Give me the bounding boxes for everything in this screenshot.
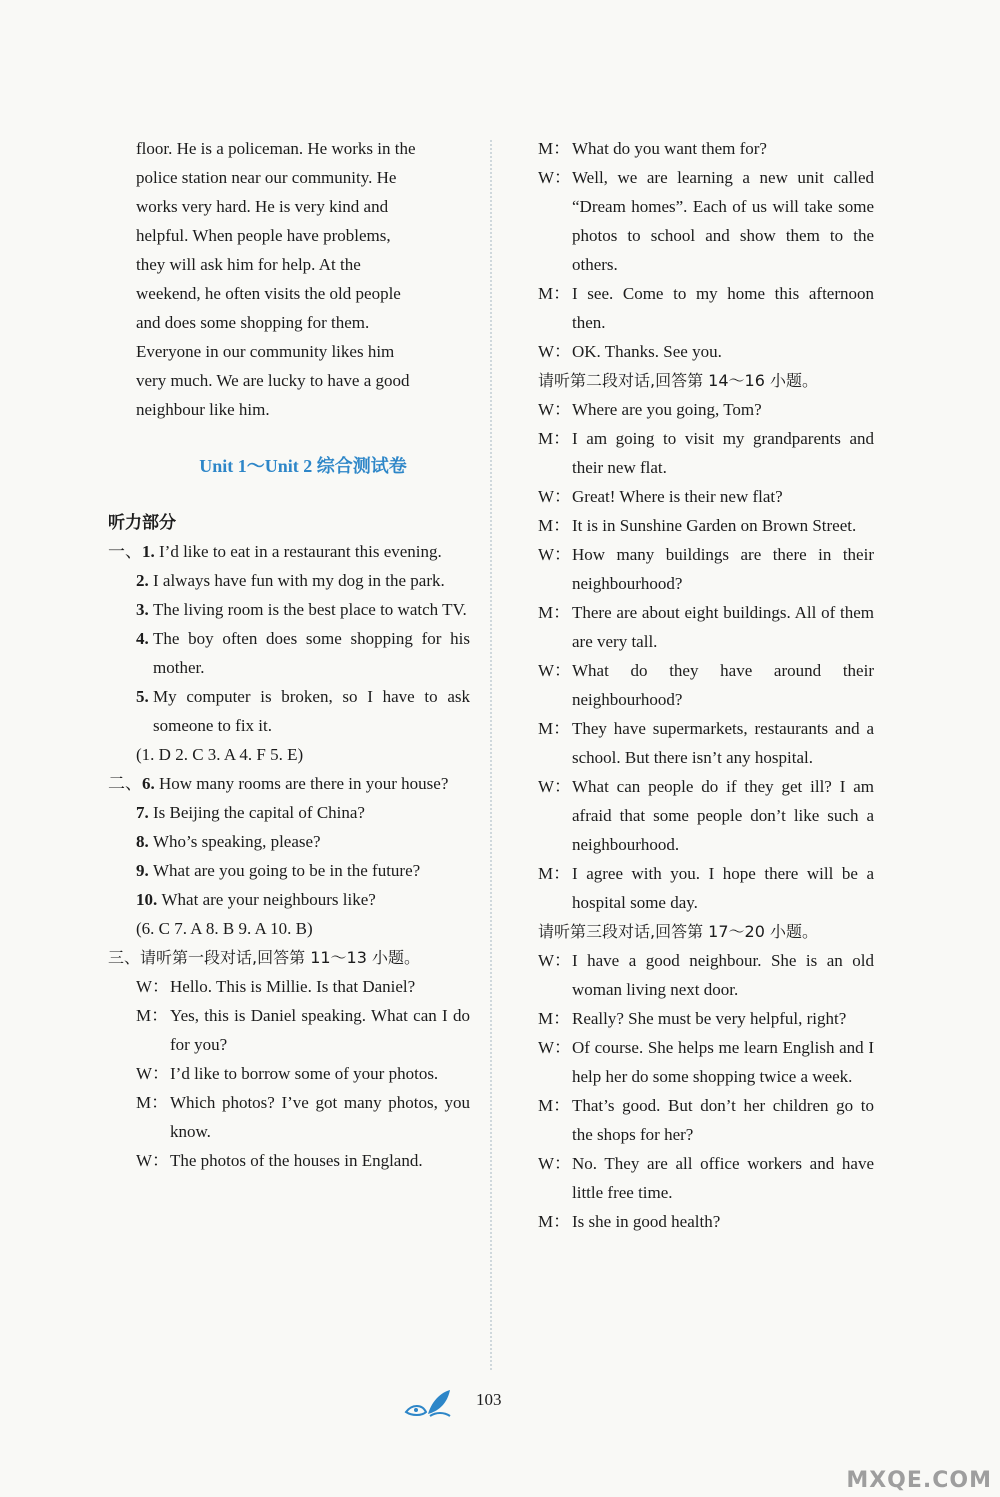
dialogue-text: Of course. She helps me learn English and I help her do some shopping twice a week. [572, 1038, 874, 1086]
dialogue-text: I agree with you. I hope there will be a hospital some day. [572, 864, 874, 912]
speaker-label: W： [538, 777, 572, 796]
dialogue-text: Where are you going, Tom? [572, 400, 762, 419]
right-column [538, 134, 874, 1236]
dialogue-line [538, 859, 874, 917]
speaker-label: M： [136, 1006, 169, 1025]
question-number: 5. [136, 687, 149, 706]
intro-line: helpful. When people have problems, [136, 226, 391, 245]
left-column [108, 134, 470, 1175]
speaker-label: M： [538, 1212, 571, 1231]
dialogue-line [136, 1146, 470, 1175]
question-number: 2. [136, 571, 149, 590]
dialogue-text: What do they have around their neighbourhood? [572, 661, 874, 709]
question-text: What are your neighbours like? [161, 890, 376, 909]
question-text: Is Beijing the capital of China? [153, 803, 365, 822]
dialogue-line [538, 946, 874, 1004]
intro-paragraph [108, 134, 470, 424]
speaker-label: W： [538, 400, 572, 419]
speaker-label: W： [538, 661, 572, 680]
speaker-label: W： [538, 1038, 572, 1057]
part3-intro: 三、请听第一段对话,回答第 11～13 小题。 [108, 948, 420, 967]
butterfly-logo-icon [402, 1386, 454, 1420]
dialogue-line [538, 163, 874, 279]
speaker-label: W： [538, 951, 572, 970]
column-divider [490, 140, 492, 1370]
intro-line: very much. We are lucky to have a good [136, 371, 410, 390]
question-item [108, 566, 470, 595]
answer-key: (6. C 7. A 8. B 9. A 10. B) [136, 919, 313, 938]
dialogue-line [538, 1207, 874, 1236]
dialogue-line [538, 511, 874, 540]
dialogue-text: Which photos? I’ve got many photos, you know. [170, 1093, 470, 1141]
dialogue-line [538, 656, 874, 714]
dialogue-text: Great! Where is their new flat? [572, 487, 783, 506]
dialogue-text: There are about eight buildings. All of them are very tall. [572, 603, 874, 651]
dialogue-text: Is she in good health? [572, 1212, 721, 1231]
dialogue-line [136, 1088, 470, 1146]
speaker-label: M： [538, 429, 571, 448]
speaker-label: W： [538, 342, 572, 361]
dialogue-line [538, 395, 874, 424]
question-number: 10. [136, 890, 158, 909]
dialogue-line [538, 279, 874, 337]
speaker-label: M： [538, 284, 571, 303]
question-text: I’d like to eat in a restaurant this evening. [159, 542, 442, 561]
speaker-label: M： [538, 719, 571, 738]
dialogue-text: OK. Thanks. See you. [572, 342, 722, 361]
question-text: How many rooms are there in your house? [159, 774, 449, 793]
dialogue3-intro: 请听第三段对话,回答第 17～20 小题。 [538, 922, 818, 941]
section-heading: 听力部分 [108, 513, 176, 532]
dialogue-text: I have a good neighbour. She is an old woman living next door. [572, 951, 874, 999]
intro-line: floor. He is a policeman. He works in the [136, 139, 416, 158]
intro-line: police station near our community. He [136, 168, 397, 187]
question-item [108, 798, 470, 827]
dialogue-line [136, 972, 470, 1001]
dialogue-text: Well, we are learning a new unit called “Dream homes”. Each of us will take some photos to school and show them to the others. [572, 168, 874, 274]
dialogue-text: No. They are all office workers and have little free time. [572, 1154, 874, 1202]
question-item [108, 769, 470, 798]
intro-line: and does some shopping for them. [136, 313, 370, 332]
part-label: 二、6. [108, 774, 155, 793]
speaker-label: M： [538, 139, 571, 158]
dialogue-line [538, 714, 874, 772]
dialogue-text: That’s good. But don’t her children go to the shops for her? [572, 1096, 874, 1144]
dialogue-text: What can people do if they get ill? I am afraid that some people don’t like such a neighbourhood. [572, 777, 874, 854]
question-text: My computer is broken, so I have to ask someone to fix it. [153, 687, 470, 735]
question-text: The living room is the best place to watch TV. [153, 600, 467, 619]
dialogue-line [538, 772, 874, 859]
dialogue-line [136, 1001, 470, 1059]
question-number: 7. [136, 803, 149, 822]
speaker-label: M： [136, 1093, 169, 1112]
dialogue-line [538, 1149, 874, 1207]
speaker-label: W： [136, 1151, 170, 1170]
dialogue-text: I see. Come to my home this afternoon then. [572, 284, 874, 332]
question-item [108, 595, 470, 624]
intro-line: weekend, he often visits the old people [136, 284, 401, 303]
dialogue-text: They have supermarkets, restaurants and a school. But there isn’t any hospital. [572, 719, 874, 767]
question-number: 9. [136, 861, 149, 880]
dialogue-text: I am going to visit my grandparents and their new flat. [572, 429, 874, 477]
speaker-label: M： [538, 864, 571, 883]
question-number: 3. [136, 600, 149, 619]
question-text: The boy often does some shopping for his mother. [153, 629, 470, 677]
intro-line: they will ask him for help. At the [136, 255, 361, 274]
unit-title: Unit 1～Unit 2 综合测试卷 [199, 456, 407, 476]
question-item [108, 856, 470, 885]
question-item [108, 885, 470, 914]
intro-line: works very hard. He is very kind and [136, 197, 389, 216]
question-item [108, 624, 470, 682]
dialogue-line [538, 337, 874, 366]
intro-line: neighbour like him. [136, 400, 270, 419]
speaker-label: M： [538, 603, 571, 622]
question-item [108, 537, 470, 566]
speaker-label: W： [538, 487, 572, 506]
part-label: 一、1. [108, 542, 155, 561]
question-text: What are you going to be in the future? [153, 861, 421, 880]
question-item [108, 682, 470, 740]
dialogue-line [538, 424, 874, 482]
speaker-label: M： [538, 516, 571, 535]
speaker-label: W： [538, 168, 572, 187]
dialogue-line [538, 1004, 874, 1033]
dialogue-line [538, 134, 874, 163]
speaker-label: W： [136, 977, 170, 996]
question-number: 4. [136, 629, 149, 648]
speaker-label: M： [538, 1009, 571, 1028]
dialogue-line [538, 540, 874, 598]
question-text: I always have fun with my dog in the park. [153, 571, 445, 590]
dialogue-text: Yes, this is Daniel speaking. What can I do for you? [170, 1006, 470, 1054]
dialogue-text: The photos of the houses in England. [170, 1151, 423, 1170]
page-number: 103 [476, 1390, 502, 1409]
question-item [108, 827, 470, 856]
speaker-label: W： [538, 545, 572, 564]
answer-key: (1. D 2. C 3. A 4. F 5. E) [136, 745, 304, 764]
dialogue-text: How many buildings are there in their neighbourhood? [572, 545, 874, 593]
dialogue-line [538, 482, 874, 511]
question-number: 8. [136, 832, 149, 851]
speaker-label: W： [538, 1154, 572, 1173]
intro-line: Everyone in our community likes him [136, 342, 395, 361]
dialogue-text: Hello. This is Millie. Is that Daniel? [170, 977, 416, 996]
speaker-label: W： [136, 1064, 170, 1083]
dialogue-text: What do you want them for? [572, 139, 767, 158]
dialogue-text: It is in Sunshine Garden on Brown Street. [572, 516, 857, 535]
speaker-label: M： [538, 1096, 571, 1115]
dialogue-text: Really? She must be very helpful, right? [572, 1009, 847, 1028]
dialogue-line [538, 1033, 874, 1091]
question-text: Who’s speaking, please? [153, 832, 321, 851]
dialogue-text: I’d like to borrow some of your photos. [170, 1064, 439, 1083]
watermark: MXQE.COM [846, 1468, 992, 1493]
dialogue-line [136, 1059, 470, 1088]
dialogue2-intro: 请听第二段对话,回答第 14～16 小题。 [538, 371, 818, 390]
dialogue-line [538, 1091, 874, 1149]
dialogue-line [538, 598, 874, 656]
